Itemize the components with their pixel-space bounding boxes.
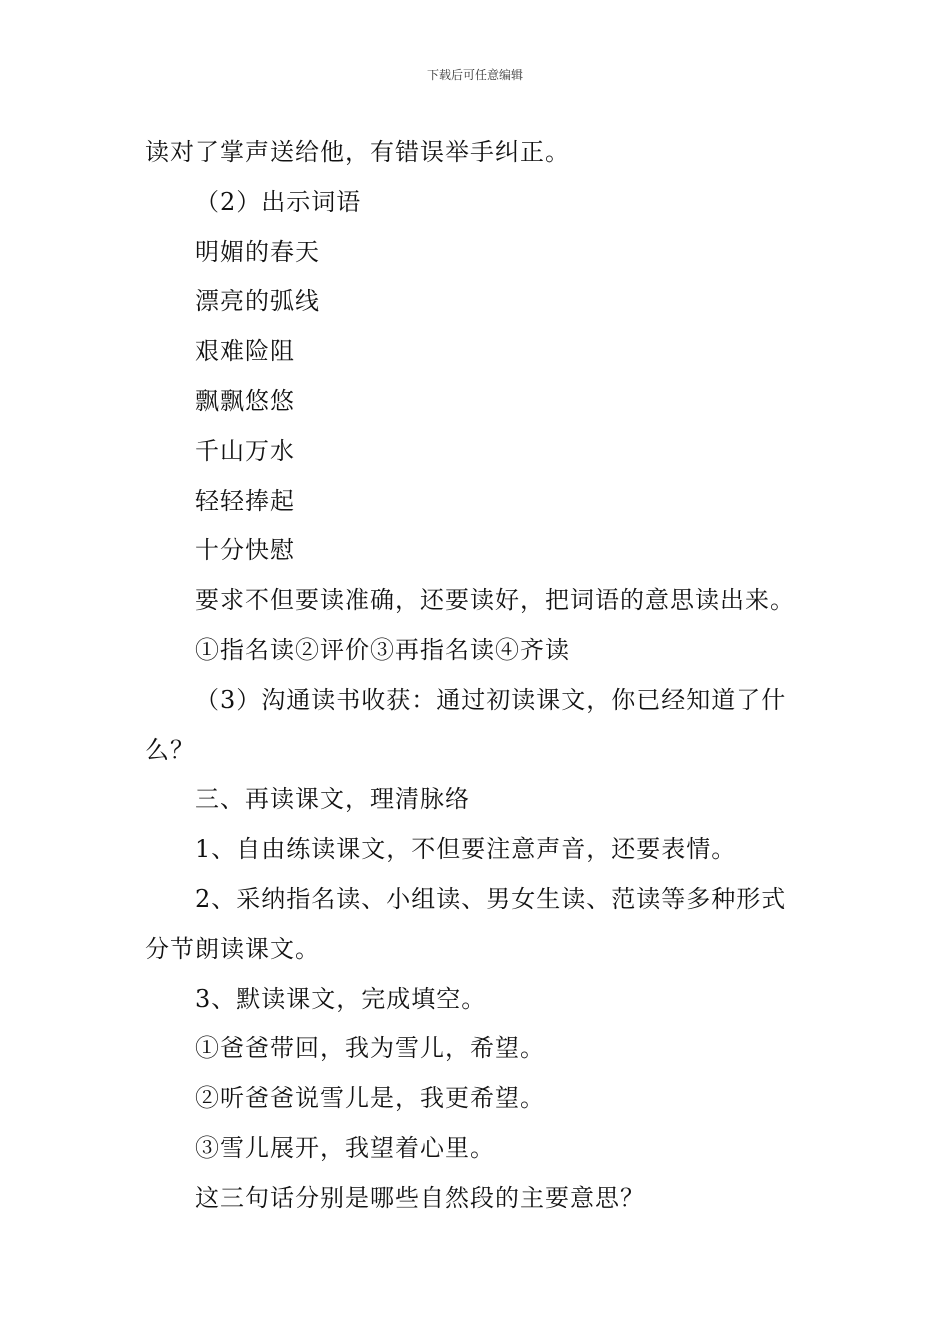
page-header: 下载后可任意编辑 — [426, 68, 523, 82]
paragraph: 轻轻捧起 — [195, 486, 295, 515]
paragraph: 分节朗读课文。 — [145, 934, 320, 963]
paragraph: 艰难险阻 — [195, 337, 295, 366]
paragraph: ②听爸爸说雪儿是，我更希望。 — [195, 1084, 545, 1113]
paragraph: 三、再读课文，理清脉络 — [195, 785, 470, 814]
paragraph: 1、自由练读课文，不但要注意声音，还要表情。 — [195, 835, 737, 864]
document-body — [145, 128, 815, 1224]
paragraph: 明媚的春天 — [195, 237, 320, 266]
paragraph: （2）出示词语 — [195, 187, 362, 216]
paragraph: 3、默读课文，完成填空。 — [195, 984, 487, 1013]
paragraph: （3）沟通读书收获：通过初读课文，你已经知道了什 — [195, 685, 787, 714]
paragraph: 么？ — [145, 735, 195, 764]
paragraph: 漂亮的弧线 — [195, 287, 320, 316]
paragraph: 读对了掌声送给他，有错误举手纠正。 — [145, 138, 570, 166]
paragraph: ①指名读②评价③再指名读④齐读 — [195, 635, 570, 664]
paragraph: 十分快慰 — [195, 536, 295, 565]
paragraph: 2、采纳指名读、小组读、男女生读、范读等多种形式 — [195, 884, 787, 913]
paragraph: 这三句话分别是哪些自然段的主要意思？ — [195, 1183, 645, 1212]
paragraph: 要求不但要读准确，还要读好，把词语的意思读出来。 — [195, 586, 795, 615]
paragraph: ③雪儿展开，我望着心里。 — [195, 1133, 495, 1162]
paragraph: ①爸爸带回，我为雪儿，希望。 — [195, 1034, 545, 1063]
paragraph: 飘飘悠悠 — [195, 386, 295, 415]
paragraph: 千山万水 — [195, 436, 295, 465]
